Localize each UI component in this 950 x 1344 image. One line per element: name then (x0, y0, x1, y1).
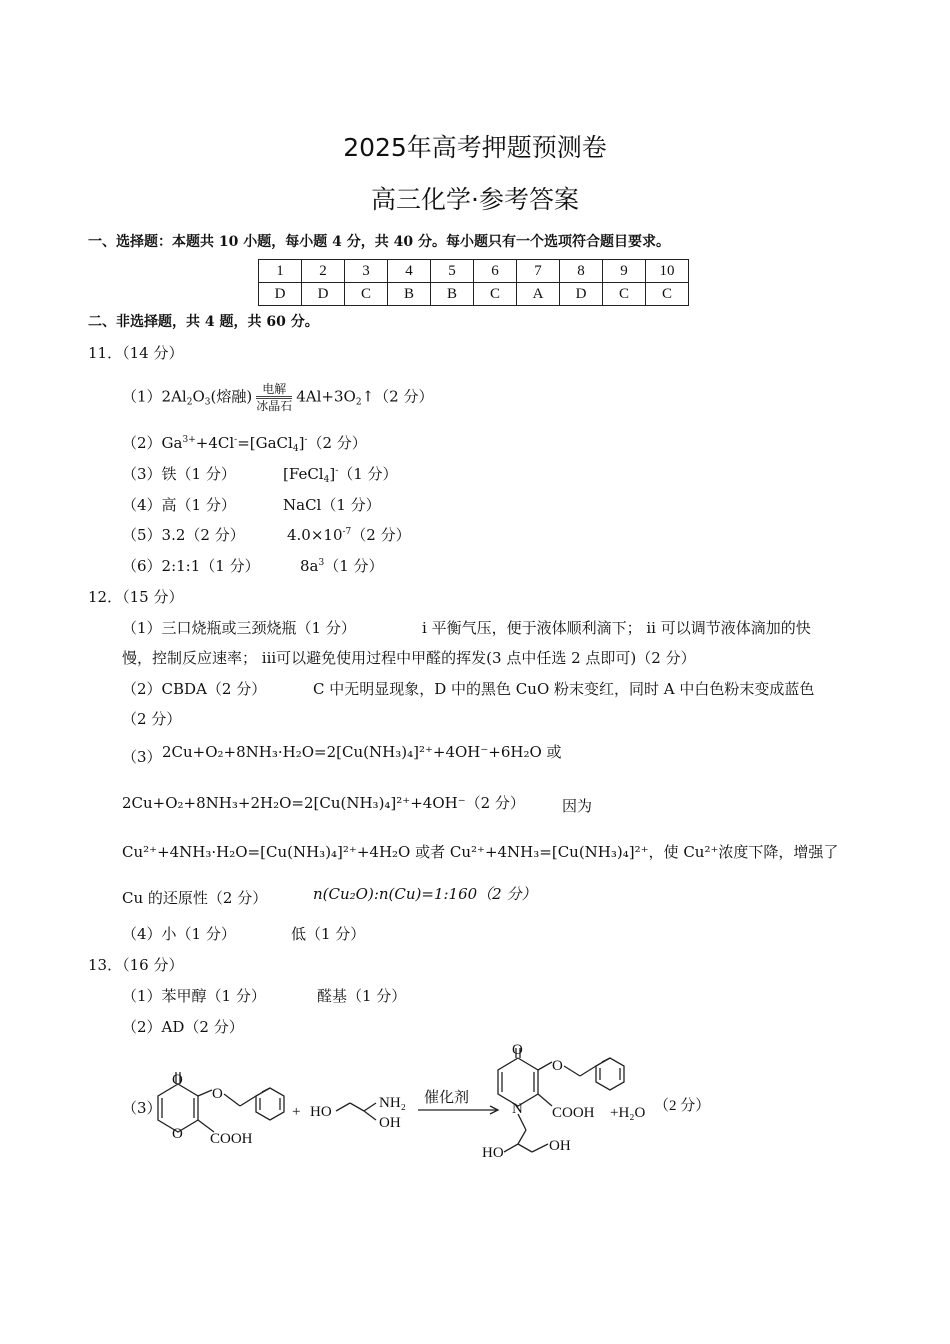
q11-heading: 11．（14 分） (88, 344, 184, 362)
reaction-scheme (0, 1040, 950, 1170)
table-cell: 5 (431, 260, 474, 283)
reaction-condition: $\frac{\text{电解}}{\text{冰晶石}}$ (256, 382, 293, 413)
table-cell: 3 (345, 260, 388, 283)
table-cell: D (302, 283, 345, 306)
table-cell: C (603, 283, 646, 306)
reagent-nh2: NH₂ (379, 1095, 406, 1111)
q13-heading: 13．（16 分） (88, 956, 184, 974)
q12-heading: 12．（15 分） (88, 588, 184, 606)
reagent-oh: OH (379, 1115, 401, 1131)
product-oh: OH (549, 1138, 571, 1154)
q12-part1-b: i 平衡气压，便于液体顺利滴下； ii 可以调节液体滴加的快 (422, 619, 811, 637)
q11-part3a: （3）铁（1 分） (122, 465, 236, 483)
page-subtitle: 高三化学·参考答案 (371, 185, 579, 214)
ring-oxygen: O (172, 1126, 183, 1142)
q12-part2-line2: （2 分） (122, 710, 182, 728)
q12-part3-equation1: 2Cu+O₂+8NH₃·H₂O=2[Cu(NH₃)₄]²⁺+4OH⁻+6H₂O 或 (162, 743, 562, 761)
q12-part3-equation2: 2Cu+O₂+8NH₃+2H₂O=2[Cu(NH₃)₄]²⁺+4OH⁻（2 分） (122, 794, 525, 812)
ether-oxygen: O (212, 1086, 223, 1102)
answer-table-number-row (259, 260, 689, 283)
page-title: 2025年高考押题预测卷 (343, 133, 607, 162)
q12-part1-line2: 慢，控制反应速率； iii可以避免使用过程中甲醛的挥发(3 点中任选 2 点即可)（2 分） (122, 649, 696, 667)
table-cell: B (431, 283, 474, 306)
table-cell: D (259, 283, 302, 306)
q12-part2-a: （2）CBDA（2 分） (122, 680, 267, 698)
answer-table (258, 259, 689, 306)
table-cell: C (345, 283, 388, 306)
product-ether-oxygen: O (552, 1058, 563, 1074)
product-oxygen: O (512, 1042, 523, 1058)
q11-part4b: NaCl（1 分） (283, 496, 381, 514)
q12-part2-b: C 中无明显现象，D 中的黑色 CuO 粉末变红，同时 A 中白色粉末变成蓝色 (313, 680, 815, 698)
q12-part3-reducing: Cu 的还原性（2 分） (122, 889, 268, 907)
q12-part3-label: （3） (122, 748, 162, 766)
q11-part6a: （6）2:1:1（1 分） (122, 557, 260, 575)
q12-part1-a: （1）三口烧瓶或三颈烧瓶（1 分） (122, 619, 356, 637)
section2-heading: 二、非选择题，共 4 题，共 60 分。 (88, 314, 319, 330)
table-cell: 7 (517, 260, 560, 283)
q13-part1-b: 醛基（1 分） (317, 987, 407, 1005)
table-cell: B (388, 283, 431, 306)
q11-part3b: [FeCl$_4$]-（1 分） (283, 465, 398, 485)
water-product: +H₂O (610, 1105, 646, 1121)
section1-heading: 一、选择题：本题共 10 小题，每小题 4 分，共 40 分。每小题只有一个选项符合题目要求。 (88, 234, 670, 250)
table-cell: C (474, 283, 517, 306)
table-cell: A (517, 283, 560, 306)
table-cell: 6 (474, 260, 517, 283)
q12-part4-b: 低（1 分） (291, 925, 366, 943)
q11-part4a: （4）高（1 分） (122, 496, 236, 514)
table-cell: 4 (388, 260, 431, 283)
q11-part2: $(2)Ga^{3+}+4Cl^-=[GaCl_4]^-(2$ 分） (122, 434, 367, 454)
q12-part3-equation3: Cu²⁺+4NH₃·H₂O=[Cu(NH₃)₄]²⁺+4H₂O 或者 Cu²⁺+4NH₃=[Cu(NH₃)₄]²⁺，使 Cu²⁺浓度下降，增强了 (122, 843, 839, 861)
table-cell: D (560, 283, 603, 306)
q12-part4-a: （4）小（1 分） (122, 925, 236, 943)
reactant-cooh: COOH (210, 1131, 253, 1147)
q11-part5b: $4.0\times 10^{-7}(2$ 分） (287, 526, 411, 544)
q11-part5a: （5）3.2（2 分） (122, 526, 245, 544)
answer-table-answer-row (259, 283, 689, 306)
table-cell: 1 (259, 260, 302, 283)
product-nitrogen: N (512, 1101, 523, 1117)
q12-part3-because: 因为 (562, 797, 593, 815)
table-cell: 2 (302, 260, 345, 283)
q13-part3-score: （2 分） (654, 1098, 711, 1114)
reactant-oxygen: O (172, 1072, 183, 1088)
q11-part6b: $8a^3(1$ 分） (300, 557, 384, 575)
table-cell: 8 (560, 260, 603, 283)
q13-part2: （2）AD（2 分） (122, 1018, 244, 1036)
table-cell: C (646, 283, 689, 306)
table-cell: 9 (603, 260, 646, 283)
reagent-ho: HO (310, 1104, 332, 1120)
q13-part1-a: （1）苯甲醇（1 分） (122, 987, 266, 1005)
plus-sign: + (292, 1104, 301, 1120)
product-cooh: COOH (552, 1105, 595, 1121)
q13-part3-label: （3） (122, 1099, 162, 1117)
q12-part3-ratio: n(Cu₂O):n(Cu)=1:160（2 分） (313, 885, 537, 903)
table-cell: 10 (646, 260, 689, 283)
q11-part1: $(1)2Al_2O_3$(熔融) $\frac{\text{电解}}{\text{冰晶石}}$ $4Al+3O_2↑(2$ 分） (122, 382, 434, 413)
product-ho: HO (482, 1145, 504, 1161)
catalyst-label: 催化剂 (424, 1090, 470, 1106)
